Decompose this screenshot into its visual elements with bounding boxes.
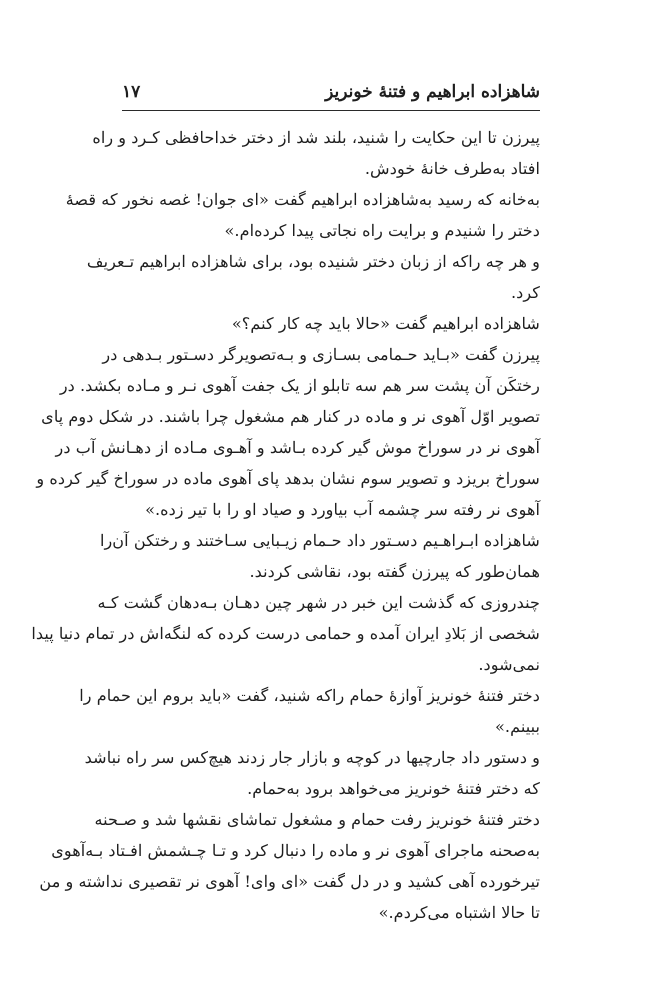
page-header [122,82,540,112]
text-line: تیرخورده آهی کشید و در دل گفت «ای وای! آهوی نر تقصیری نداشته و من [39,872,540,891]
text-line: ببینم.» [495,717,540,736]
text-line: به‌خانه که رسید به‌شاهزاده ابراهیم گفت «ای جوان! غصه نخور که قصهٔ [65,190,540,209]
text-line: نمی‌شود. [478,655,540,674]
text-line: همان‌طور که پیرزن گفته بود، نقاشی کردند. [249,562,540,581]
text-line: به‌صحنه ماجرای آهوی نر و ماده را دنبال کرد و تـا چـشمش افـتاد بـه‌آهوی [51,841,540,860]
text-line: چندروزی که گذشت این خبر در شهر چین دهـان بـه‌دهان گشت کـه [97,593,540,612]
text-line: تا حالا اشتباه می‌کردم.» [378,903,540,922]
text-line: سوراخ بریزد و تصویر سوم نشان بدهد پای آهوی ماده در سوراخ گیر کرده و [36,469,540,488]
text-line: دختر فتنهٔ خونریز رفت حمام و مشغول تماشای نقشها شد و صـحنه [94,810,540,829]
text-line: شاهزاده ابـراهـیم دسـتور داد حـمام زیـبایی سـاختند و رختکن آن‌را [99,531,540,550]
text-line: پیرزن گفت «بـاید حـمامی بسـازی و بـه‌تصویرگر دسـتور بـدهی در [102,345,540,364]
text-line: که دختر فتنهٔ خونریز می‌خواهد برود به‌حمام. [247,779,540,798]
text-line: آهوی نر در سوراخ موش گیر کرده بـاشد و آهـوی مـاده از دهـانش آب در [55,438,540,457]
text-line: تصویر اوّل آهوی نر و ماده در کنار هم مشغول چرا باشند. در شکل دوم پای [41,407,540,426]
text-line: افتاد به‌طرف خانهٔ خودش. [364,159,540,178]
text-line: پیرزن تا این حکایت را شنید، بلند شد از دختر خداحافظی کـرد و راه [92,128,540,147]
text-line: شاهزاده ابراهیم گفت «حالا باید چه کار کنم؟» [231,314,540,333]
running-title: شاهزاده ابراهیم و فتنهٔ خونریز [325,82,540,102]
text-line: رختکَن آن پشت سر هم سه تابلو از یک جفت آهوی نـر و مـاده بکشد. در [59,376,540,395]
page-number: ۱۷ [122,82,141,102]
text-line: و دستور داد جارچیها در کوچه و بازار جار زدند هیچ‌کس سر راه نباشد [84,748,540,767]
text-line: دختر را شنیدم و برایت راه نجاتی پیدا کرده‌ام.» [224,221,540,240]
text-line: و هر چه راکه از زبان دختر شنیده بود، برای شاهزاده ابراهیم تـعریف [86,252,540,271]
body-text [31,122,540,928]
text-line: دختر فتنهٔ خونریز آوازهٔ حمام راکه شنید، گفت «باید بروم این حمام را [79,686,540,705]
header-rule [122,110,540,111]
text-line: شخصی از بَلادِ ایران آمده و حمامی درست کرده که لنگه‌اش در تمام دنیا پیدا [31,624,540,643]
text-line: کرد. [511,283,540,302]
text-line: آهوی نر رفته سر چشمه آب بیاورد و صیاد او را با تیر زده.» [145,500,540,519]
